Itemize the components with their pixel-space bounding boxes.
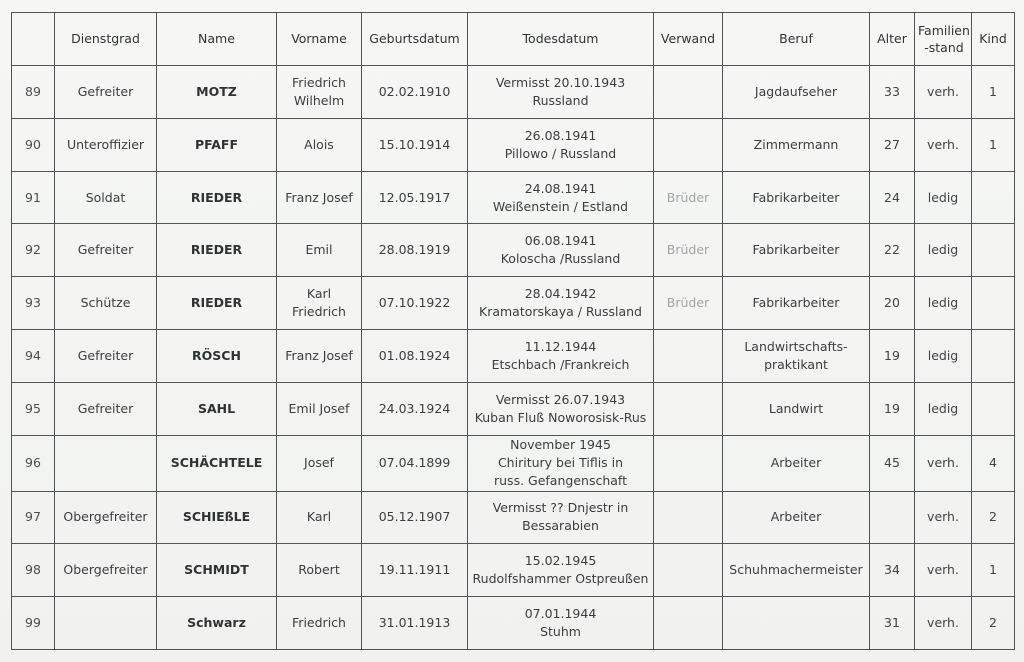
age-cell-text: 24 bbox=[884, 189, 900, 205]
surname-cell bbox=[157, 491, 277, 544]
table-row bbox=[12, 171, 1015, 224]
row-number-cell bbox=[12, 491, 55, 544]
age-cell bbox=[870, 330, 915, 383]
occupation-cell-text: Fabrikarbeiter bbox=[752, 189, 840, 205]
header-cell-vorname: Vorname bbox=[277, 13, 362, 66]
surname-cell bbox=[157, 118, 277, 171]
death-date-cell-text: 24.08.1941 Weißenstein / Estland bbox=[492, 180, 629, 214]
surname-cell-text: Schwarz bbox=[187, 615, 246, 631]
header-cell-name: Name bbox=[157, 13, 277, 66]
birth-date-cell bbox=[362, 491, 468, 544]
marital-status-cell-text: verh. bbox=[927, 455, 959, 471]
children-cell bbox=[972, 491, 1015, 544]
dienstgrad-cell-text: Gefreiter bbox=[77, 347, 134, 363]
occupation-cell-text: Arbeiter bbox=[770, 509, 822, 525]
occupation-cell-text: Arbeiter bbox=[770, 455, 822, 471]
relation-cell bbox=[654, 382, 723, 435]
occupation-cell bbox=[723, 544, 870, 597]
relation-cell-text: Brüder bbox=[666, 295, 710, 311]
casualty-roster-table bbox=[11, 12, 1015, 650]
children-cell-text: 4 bbox=[989, 455, 997, 471]
age-cell-text: 19 bbox=[884, 347, 900, 363]
birth-date-cell-text: 01.08.1924 bbox=[378, 347, 451, 363]
dienstgrad-cell bbox=[55, 382, 157, 435]
header-cell-geburtsdatum: Geburtsdatum bbox=[362, 13, 468, 66]
surname-cell-text: PFAFF bbox=[194, 136, 239, 152]
header-cell-kind: Kind bbox=[972, 13, 1015, 66]
marital-status-cell-text: ledig bbox=[927, 400, 959, 416]
age-cell bbox=[870, 277, 915, 330]
occupation-cell-text: Zimmermann bbox=[753, 136, 839, 152]
age-cell bbox=[870, 171, 915, 224]
death-date-cell-text: 28.04.1942 Kramatorskaya / Russland bbox=[479, 286, 642, 320]
marital-status-cell bbox=[915, 224, 972, 277]
death-date-cell bbox=[468, 171, 654, 224]
death-date-cell bbox=[468, 66, 654, 119]
death-date-cell bbox=[468, 597, 654, 650]
first-name-cell-text: Karl Friedrich bbox=[292, 286, 346, 320]
first-name-cell-text: Emil bbox=[305, 242, 333, 258]
row-number-cell-text: 99 bbox=[25, 615, 41, 631]
death-date-cell-text: 15.02.1945 Rudolfshammer Ostpreußen bbox=[472, 553, 649, 587]
children-cell bbox=[972, 382, 1015, 435]
birth-date-cell-text: 15.10.1914 bbox=[378, 136, 451, 152]
occupation-cell-text: Fabrikarbeiter bbox=[752, 242, 840, 258]
birth-date-cell bbox=[362, 435, 468, 491]
marital-status-cell bbox=[915, 66, 972, 119]
first-name-cell-text: Franz Josef bbox=[285, 347, 353, 363]
table-row bbox=[12, 597, 1015, 650]
birth-date-cell bbox=[362, 66, 468, 119]
row-number-cell bbox=[12, 382, 55, 435]
first-name-cell bbox=[277, 435, 362, 491]
row-number-cell bbox=[12, 224, 55, 277]
surname-cell bbox=[157, 171, 277, 224]
first-name-cell bbox=[277, 544, 362, 597]
death-date-cell bbox=[468, 382, 654, 435]
age-cell-text: 20 bbox=[884, 295, 900, 311]
first-name-cell bbox=[277, 277, 362, 330]
death-date-cell bbox=[468, 224, 654, 277]
occupation-cell-text: Jagdaufseher bbox=[754, 83, 838, 99]
header-cell-dienstgrad: Dienstgrad bbox=[55, 13, 157, 66]
first-name-cell bbox=[277, 66, 362, 119]
first-name-cell bbox=[277, 171, 362, 224]
marital-status-cell bbox=[915, 435, 972, 491]
surname-cell bbox=[157, 544, 277, 597]
death-date-cell-text: November 1945 Chiritury bei Tiflis in russ. Gefangenschaft bbox=[494, 437, 627, 489]
surname-cell-text: RÖSCH bbox=[192, 347, 241, 363]
children-cell-text: 2 bbox=[989, 615, 997, 631]
dienstgrad-cell-text: Soldat bbox=[85, 189, 126, 205]
dienstgrad-cell bbox=[55, 491, 157, 544]
relation-cell-text: Brüder bbox=[666, 242, 710, 258]
birth-date-cell-text: 12.05.1917 bbox=[378, 189, 451, 205]
table-row bbox=[12, 330, 1015, 383]
age-cell bbox=[870, 597, 915, 650]
first-name-cell bbox=[277, 382, 362, 435]
occupation-cell-text: Landwirtschafts- praktikant bbox=[744, 338, 848, 372]
death-date-cell-text: Vermisst 20.10.1943 Russland bbox=[495, 74, 626, 108]
header-cell-todesdatum: Todesdatum bbox=[468, 13, 654, 66]
marital-status-cell bbox=[915, 171, 972, 224]
header-cell-beruf: Beruf bbox=[723, 13, 870, 66]
first-name-cell-text: Friedrich Wilhelm bbox=[292, 74, 346, 108]
birth-date-cell bbox=[362, 382, 468, 435]
dienstgrad-cell bbox=[55, 597, 157, 650]
row-number-cell bbox=[12, 118, 55, 171]
death-date-cell-text: 07.01.1944 Stuhm bbox=[524, 606, 597, 640]
occupation-cell-text: Schuhmachermeister bbox=[729, 562, 863, 578]
occupation-cell bbox=[723, 277, 870, 330]
header-cell-number bbox=[12, 13, 55, 66]
birth-date-cell-text: 24.03.1924 bbox=[378, 400, 451, 416]
row-number-cell bbox=[12, 277, 55, 330]
marital-status-cell-text: ledig bbox=[927, 295, 959, 311]
age-cell bbox=[870, 382, 915, 435]
table-row bbox=[12, 491, 1015, 544]
relation-cell bbox=[654, 171, 723, 224]
age-cell-text: 27 bbox=[884, 136, 900, 152]
birth-date-cell-text: 28.08.1919 bbox=[378, 242, 451, 258]
death-date-cell bbox=[468, 491, 654, 544]
death-date-cell-text: Vermisst 26.07.1943 Kuban Fluß Noworosisk-Rus bbox=[474, 391, 647, 425]
table-row bbox=[12, 277, 1015, 330]
relation-cell bbox=[654, 224, 723, 277]
relation-cell bbox=[654, 491, 723, 544]
dienstgrad-cell-text: Unteroffizier bbox=[66, 136, 145, 152]
dienstgrad-cell-text: Gefreiter bbox=[77, 83, 134, 99]
table-row bbox=[12, 382, 1015, 435]
birth-date-cell bbox=[362, 171, 468, 224]
first-name-cell bbox=[277, 118, 362, 171]
relation-cell bbox=[654, 277, 723, 330]
birth-date-cell-text: 31.01.1913 bbox=[378, 615, 451, 631]
children-cell bbox=[972, 224, 1015, 277]
children-cell bbox=[972, 435, 1015, 491]
children-cell-text: 1 bbox=[989, 83, 997, 99]
surname-cell-text: MOTZ bbox=[196, 83, 237, 99]
children-cell-text: 2 bbox=[989, 509, 997, 525]
dienstgrad-cell bbox=[55, 171, 157, 224]
death-date-cell bbox=[468, 435, 654, 491]
death-date-cell-text: 11.12.1944 Etschbach /Frankreich bbox=[491, 338, 630, 372]
roster-body bbox=[12, 66, 1015, 650]
occupation-cell bbox=[723, 171, 870, 224]
row-number-cell bbox=[12, 544, 55, 597]
surname-cell bbox=[157, 382, 277, 435]
children-cell bbox=[972, 277, 1015, 330]
age-cell-text: 45 bbox=[884, 455, 900, 471]
marital-status-cell-text: ledig bbox=[927, 242, 959, 258]
surname-cell bbox=[157, 277, 277, 330]
header-cell-familienstand: Familien -stand bbox=[915, 13, 972, 66]
marital-status-cell bbox=[915, 382, 972, 435]
dienstgrad-cell bbox=[55, 224, 157, 277]
death-date-cell bbox=[468, 118, 654, 171]
relation-cell-text: Brüder bbox=[666, 189, 710, 205]
surname-cell-text: SCHIEßLE bbox=[182, 509, 251, 525]
marital-status-cell bbox=[915, 597, 972, 650]
death-date-cell bbox=[468, 544, 654, 597]
row-number-cell-text: 97 bbox=[25, 509, 41, 525]
marital-status-cell-text: verh. bbox=[927, 83, 959, 99]
age-cell bbox=[870, 66, 915, 119]
dienstgrad-cell-text: Obergefreiter bbox=[63, 562, 148, 578]
row-number-cell-text: 96 bbox=[25, 455, 41, 471]
relation-cell bbox=[654, 118, 723, 171]
surname-cell-text: RIEDER bbox=[190, 189, 243, 205]
age-cell-text: 34 bbox=[884, 562, 900, 578]
row-number-cell bbox=[12, 330, 55, 383]
dienstgrad-cell-text: Obergefreiter bbox=[63, 509, 148, 525]
occupation-cell bbox=[723, 382, 870, 435]
dienstgrad-cell bbox=[55, 277, 157, 330]
birth-date-cell bbox=[362, 597, 468, 650]
children-cell bbox=[972, 66, 1015, 119]
age-cell bbox=[870, 544, 915, 597]
marital-status-cell bbox=[915, 491, 972, 544]
marital-status-cell bbox=[915, 330, 972, 383]
surname-cell bbox=[157, 597, 277, 650]
dienstgrad-cell bbox=[55, 118, 157, 171]
table-row bbox=[12, 435, 1015, 491]
birth-date-cell-text: 19.11.1911 bbox=[378, 562, 451, 578]
marital-status-cell bbox=[915, 277, 972, 330]
row-number-cell bbox=[12, 66, 55, 119]
children-cell-text: 1 bbox=[989, 562, 997, 578]
marital-status-cell bbox=[915, 544, 972, 597]
relation-cell bbox=[654, 435, 723, 491]
dienstgrad-cell bbox=[55, 330, 157, 383]
relation-cell bbox=[654, 66, 723, 119]
first-name-cell-text: Emil Josef bbox=[288, 400, 350, 416]
relation-cell bbox=[654, 597, 723, 650]
row-number-cell bbox=[12, 597, 55, 650]
birth-date-cell bbox=[362, 277, 468, 330]
dienstgrad-cell bbox=[55, 66, 157, 119]
age-cell bbox=[870, 491, 915, 544]
age-cell-text: 22 bbox=[884, 242, 900, 258]
row-number-cell-text: 91 bbox=[25, 189, 41, 205]
birth-date-cell bbox=[362, 330, 468, 383]
marital-status-cell bbox=[915, 118, 972, 171]
surname-cell-text: SAHL bbox=[197, 400, 236, 416]
dienstgrad-cell bbox=[55, 544, 157, 597]
header-cell-verwand: Verwand bbox=[654, 13, 723, 66]
row-number-cell bbox=[12, 435, 55, 491]
children-cell bbox=[972, 171, 1015, 224]
marital-status-cell-text: ledig bbox=[927, 347, 959, 363]
dienstgrad-cell-text: Gefreiter bbox=[77, 242, 134, 258]
table-row bbox=[12, 66, 1015, 119]
age-cell-text: 33 bbox=[884, 83, 900, 99]
marital-status-cell-text: verh. bbox=[927, 562, 959, 578]
marital-status-cell-text: verh. bbox=[927, 615, 959, 631]
surname-cell-text: RIEDER bbox=[190, 242, 243, 258]
age-cell-text: 19 bbox=[884, 400, 900, 416]
occupation-cell bbox=[723, 330, 870, 383]
birth-date-cell bbox=[362, 224, 468, 277]
age-cell bbox=[870, 224, 915, 277]
age-cell bbox=[870, 435, 915, 491]
marital-status-cell-text: verh. bbox=[927, 509, 959, 525]
occupation-cell-text: Fabrikarbeiter bbox=[752, 295, 840, 311]
dienstgrad-cell bbox=[55, 435, 157, 491]
children-cell bbox=[972, 118, 1015, 171]
first-name-cell bbox=[277, 330, 362, 383]
occupation-cell bbox=[723, 435, 870, 491]
first-name-cell-text: Robert bbox=[298, 562, 340, 578]
first-name-cell-text: Franz Josef bbox=[285, 189, 353, 205]
birth-date-cell-text: 02.02.1910 bbox=[378, 83, 451, 99]
row-number-cell-text: 90 bbox=[25, 136, 41, 152]
occupation-cell bbox=[723, 118, 870, 171]
death-date-cell bbox=[468, 330, 654, 383]
row-number-cell bbox=[12, 171, 55, 224]
row-number-cell-text: 93 bbox=[25, 295, 41, 311]
header-row bbox=[12, 13, 1015, 66]
birth-date-cell bbox=[362, 544, 468, 597]
age-cell bbox=[870, 118, 915, 171]
death-date-cell bbox=[468, 277, 654, 330]
row-number-cell-text: 95 bbox=[25, 400, 41, 416]
age-cell-text: 31 bbox=[884, 615, 900, 631]
first-name-cell bbox=[277, 491, 362, 544]
first-name-cell-text: Friedrich bbox=[292, 615, 346, 631]
first-name-cell-text: Josef bbox=[304, 455, 334, 471]
children-cell bbox=[972, 330, 1015, 383]
occupation-cell bbox=[723, 224, 870, 277]
children-cell bbox=[972, 597, 1015, 650]
death-date-cell-text: Vermisst ?? Dnjestr in Bessarabien bbox=[492, 500, 629, 534]
death-date-cell-text: 06.08.1941 Koloscha /Russland bbox=[500, 233, 621, 267]
row-number-cell-text: 92 bbox=[25, 242, 41, 258]
surname-cell-text: SCHÄCHTELE bbox=[170, 455, 263, 471]
occupation-cell bbox=[723, 66, 870, 119]
birth-date-cell bbox=[362, 118, 468, 171]
children-cell bbox=[972, 544, 1015, 597]
death-date-cell-text: 26.08.1941 Pillowo / Russland bbox=[504, 127, 617, 161]
marital-status-cell-text: ledig bbox=[927, 189, 959, 205]
occupation-cell bbox=[723, 597, 870, 650]
children-cell-text: 1 bbox=[989, 136, 997, 152]
occupation-cell bbox=[723, 491, 870, 544]
table-row bbox=[12, 224, 1015, 277]
table-row bbox=[12, 118, 1015, 171]
row-number-cell-text: 89 bbox=[25, 83, 41, 99]
first-name-cell-text: Alois bbox=[304, 136, 334, 152]
surname-cell bbox=[157, 66, 277, 119]
row-number-cell-text: 94 bbox=[25, 347, 41, 363]
relation-cell bbox=[654, 544, 723, 597]
birth-date-cell-text: 07.10.1922 bbox=[378, 295, 451, 311]
first-name-cell-text: Karl bbox=[306, 509, 332, 525]
dienstgrad-cell-text: Gefreiter bbox=[77, 400, 134, 416]
birth-date-cell-text: 05.12.1907 bbox=[378, 509, 451, 525]
row-number-cell-text: 98 bbox=[25, 562, 41, 578]
table-row bbox=[12, 544, 1015, 597]
dienstgrad-cell-text: Schütze bbox=[80, 295, 131, 311]
occupation-cell-text: Landwirt bbox=[768, 400, 824, 416]
header-cell-alter: Alter bbox=[870, 13, 915, 66]
first-name-cell bbox=[277, 597, 362, 650]
surname-cell-text: SCHMIDT bbox=[184, 562, 249, 578]
first-name-cell bbox=[277, 224, 362, 277]
surname-cell bbox=[157, 330, 277, 383]
surname-cell-text: RIEDER bbox=[190, 295, 243, 311]
marital-status-cell-text: verh. bbox=[927, 136, 959, 152]
surname-cell bbox=[157, 224, 277, 277]
birth-date-cell-text: 07.04.1899 bbox=[378, 455, 451, 471]
surname-cell bbox=[157, 435, 277, 491]
relation-cell bbox=[654, 330, 723, 383]
